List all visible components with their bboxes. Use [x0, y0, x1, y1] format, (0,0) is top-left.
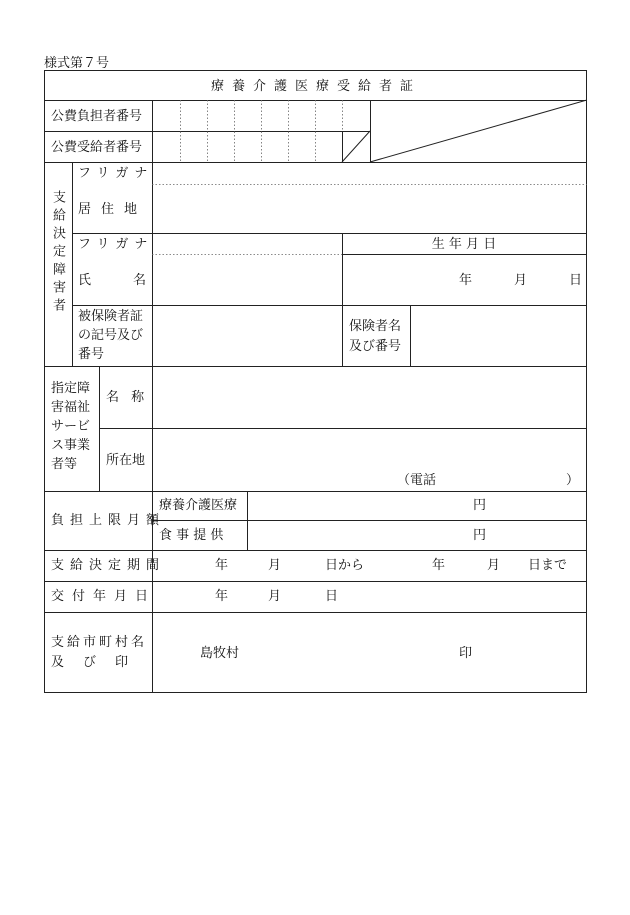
- yen-unit-2: 円: [473, 528, 487, 543]
- period-label: 支給決定期間: [51, 558, 166, 573]
- provider-side-line-2: 害福祉: [51, 400, 91, 415]
- yen-unit-1: 円: [473, 498, 487, 513]
- period-from-year: 年: [215, 558, 229, 573]
- recipient-number-label: 公費受給者番号: [51, 140, 143, 155]
- municipality-label-2: 及 び 印: [51, 655, 132, 670]
- form-number: 様式第７号: [44, 56, 110, 71]
- insured-number-label-1: 被保険者証: [78, 309, 144, 324]
- birth-date-label: 生 年 月 日: [431, 237, 497, 252]
- municipality-label-1: 支給市町村名: [51, 635, 148, 650]
- decided-person-side-label: 支給決定障害者: [50, 190, 65, 316]
- issue-day-unit: 日: [325, 589, 339, 604]
- form-title: 療養介護医療受給者証: [210, 79, 422, 94]
- period-from-day: 日から: [325, 558, 365, 573]
- furigana-label-2: フリガナ: [78, 237, 154, 252]
- provider-name-label: 名 称: [106, 390, 149, 405]
- phone-close-label: ）: [566, 473, 580, 488]
- provider-side-line-5: 者等: [51, 457, 78, 472]
- period-to-month: 月: [487, 558, 501, 573]
- provider-side-line-4: ス事業: [51, 438, 91, 453]
- provider-address-label: 所在地: [106, 453, 146, 468]
- furigana-label-1: フリガナ: [78, 166, 154, 181]
- insured-number-label-2: の記号及び: [78, 328, 144, 343]
- provider-side-line-1: 指定障: [51, 381, 91, 396]
- issue-month-unit: 月: [268, 589, 282, 604]
- period-from-month: 月: [268, 558, 282, 573]
- insurer-label-2: 及び番号: [349, 339, 402, 354]
- limit-medical-label: 療養介護医療: [159, 498, 238, 513]
- birth-year-unit: 年: [459, 273, 473, 288]
- period-to-day: 日まで: [528, 558, 568, 573]
- period-to-year: 年: [432, 558, 446, 573]
- payer-number-label: 公費負担者番号: [51, 109, 143, 124]
- insurer-label-1: 保険者名: [349, 319, 402, 334]
- municipality-value: 島牧村: [200, 646, 240, 661]
- issue-date-label: 交付年月日: [51, 589, 157, 604]
- birth-month-unit: 月: [514, 273, 528, 288]
- name-label: 氏名: [78, 273, 189, 288]
- certificate-form: [44, 70, 587, 693]
- seal-mark: 印: [459, 646, 473, 661]
- phone-open-label: （電話: [397, 473, 437, 488]
- limit-label: 負担上限月額: [51, 513, 166, 528]
- birth-day-unit: 日: [569, 273, 583, 288]
- issue-year-unit: 年: [215, 589, 229, 604]
- provider-side-line-3: サービ: [51, 419, 91, 434]
- address-label: 居住地: [78, 202, 148, 217]
- limit-meal-label: 食 事 提 供: [159, 528, 224, 543]
- insured-number-label-3: 番号: [78, 347, 105, 362]
